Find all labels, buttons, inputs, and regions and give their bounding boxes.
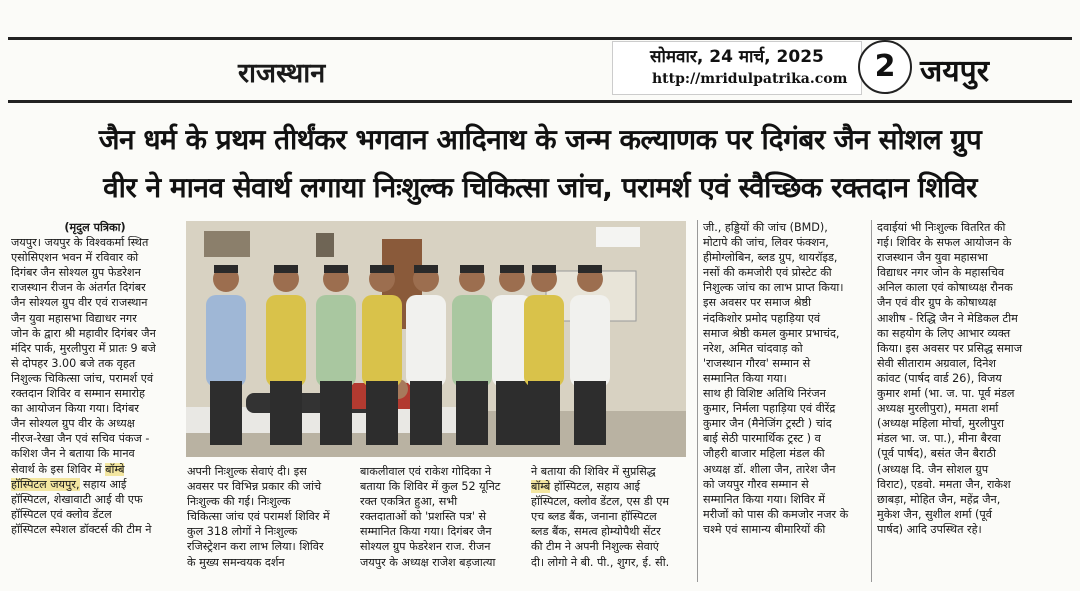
column-1-line: सेवार्थ के इस शिविर में बॉम्बे <box>11 462 125 476</box>
column-3-line: को जयपुर गौरव सम्मान से <box>703 477 809 491</box>
bottom-column-1-line: कुल 318 लोगों ने निःशुल्क <box>187 525 298 539</box>
person-hair <box>324 265 348 273</box>
person-hair <box>532 265 556 273</box>
column-4-line: अनिल काला एवं कोषाध्यक्ष रौनक <box>877 281 1013 295</box>
column-1-line: एसोसिएशन भवन में रविवार को <box>11 251 139 265</box>
bottom-column-1-line: के मुख्य समन्वयक दर्शन <box>187 555 285 569</box>
bottom-column-3-line: ब्लड बैंक, समत्व होम्योपैथी सेंटर <box>531 525 661 539</box>
person-shirt <box>406 295 446 387</box>
bottom-column-3-line: की टीम ने अपनी निशुल्क सेवाएं <box>531 540 659 554</box>
person-trousers <box>574 381 606 445</box>
bottom-column-1-line: चिकित्सा जांच एवं परामर्श शिविर में <box>187 510 330 524</box>
bottom-column-1-line: अवसर पर विभिन्न प्रकार की जांचे <box>187 480 322 494</box>
bottom-column-3-line: बॉम्बे हॉस्पिटल, सहाय आई <box>531 480 641 494</box>
person-hair <box>414 265 438 273</box>
column-3-line: कुमार, निर्मला पहाड़िया एवं वीरेंद्र <box>703 402 836 416</box>
person-trousers <box>410 381 442 445</box>
column-divider <box>871 220 872 582</box>
person-hair <box>460 265 484 273</box>
column-4-line: छाबड़ा, मोहित जैन, महेंद्र जैन, <box>877 492 1001 506</box>
column-1-line: नीरज-रेखा जैन एवं सचिव पंकज - <box>11 432 150 446</box>
column-4-line: आशीष - रिद्धि जैन ने मेडिकल टीम <box>877 311 1018 325</box>
edition-city: जयपुर <box>920 54 989 89</box>
masthead <box>0 37 1080 105</box>
column-4-line: किया। इस अवसर पर प्रसिद्ध समाज <box>877 341 1023 355</box>
person-shirt <box>452 295 492 387</box>
person-trousers <box>210 381 242 445</box>
column-3-line: समाज श्रेष्ठी कमल कुमार प्रभाचंद, <box>703 326 840 340</box>
event-photo <box>186 221 686 457</box>
column-1-line: जयपुर। जयपुर के विश्वकर्मा स्थित <box>11 236 149 250</box>
column-1-line: जैन युवा महासभा विद्याधर नगर <box>11 311 137 325</box>
column-3-line: नरेश, अमित चांदवाड़ को <box>703 341 803 355</box>
column-4-line: विद्याधर नगर जोन के महासचिव <box>877 266 1005 280</box>
column-3-line: नंदकिशोर प्रमोद पहाड़िया एवं <box>703 311 821 325</box>
column-3-line: सम्मानित किया गया। <box>703 371 787 385</box>
column-1-line: रक्तदान शिविर व सम्मान समारोह <box>11 387 145 401</box>
person-trousers <box>366 381 398 445</box>
person-shirt <box>570 295 610 387</box>
headline-line-2: वीर ने मानव सेवार्थ लगाया निःशुल्क चिकित्सा जांच, परामर्श एवं स्वैच्छिक रक्तदान शिविर <box>103 171 977 204</box>
bottom-column-2-line: सम्मानित किया गया। दिगंबर जैन <box>360 525 492 539</box>
column-4-line: जैन एवं वीर ग्रुप के कोषाध्यक्ष <box>877 296 997 310</box>
person-trousers <box>320 381 352 445</box>
bottom-column-1-line: रजिस्ट्रेशन करा लाभ लिया। शिविर <box>187 540 324 554</box>
column-1-line: जोन के द्वारा श्री महावीर दिगंबर जैन <box>11 326 156 340</box>
person-trousers <box>496 381 528 445</box>
column-1-line: से दोपहर 3.00 बजे तक वृहत <box>11 356 136 370</box>
person-hair <box>370 265 394 273</box>
column-4-line: कुमार शर्मा (भा. ज. पा. पूर्व मंडल <box>877 387 1015 401</box>
article-bottom-column-2 <box>360 464 526 570</box>
masthead-top-rule <box>8 37 1072 40</box>
person-shirt <box>316 295 356 387</box>
column-1-line: दिगंबर जैन सोश्यल ग्रुप फेडरेशन <box>11 266 141 280</box>
bottom-column-2-line: रक्तदाताओं को 'प्रशस्ति पत्र' से <box>360 510 487 524</box>
column-4-line: का सहयोग के लिए आभार व्यक्त <box>877 326 1011 340</box>
column-4-line: (पूर्व पार्षद), बसंत जैन बैराठी <box>877 447 996 461</box>
headline-line-1: जैन धर्म के प्रथम तीर्थंकर भगवान आदिनाथ के जन्म कल्याणक पर दिगंबर जैन सोशल ग्रुप <box>98 123 982 156</box>
bottom-column-2-line: रक्त एकत्रित हुआ, सभी <box>360 495 458 509</box>
column-4-line: (अध्यक्ष महिला मोर्चा, मुरलीपुरा <box>877 417 1005 431</box>
wall-frame <box>204 231 250 257</box>
column-4-line: गई। शिविर के सफल आयोजन के <box>877 236 1012 250</box>
masthead-bottom-rule <box>8 100 1072 103</box>
column-1-line: कशिश जैन ने बताया कि मानव <box>11 447 135 461</box>
column-1-line: हॉस्पिटल स्पेशल डॉक्टर्स की टीम ने <box>11 522 152 536</box>
article-bottom-column-1 <box>187 464 353 570</box>
column-3-line: सम्मानित किया गया। शिविर में <box>703 492 825 506</box>
website-url[interactable]: http://mridulpatrika.com <box>652 71 848 87</box>
column-3-line: अध्यक्ष डॉ. शीला जैन, तारेश जैन <box>703 462 836 476</box>
column-3-line: मरीजों को पास की कमजोर नजर के <box>703 507 849 521</box>
article-column-1 <box>11 220 179 537</box>
person-shirt <box>362 295 402 387</box>
bottom-column-3-line: ने बताया की शिविर में सुप्रसिद्ध <box>531 465 656 478</box>
column-1-line: निशुल्क चिकित्सा जांच, परामर्श एवं <box>11 371 154 385</box>
person-hair <box>578 265 602 273</box>
wall-frame <box>316 233 334 257</box>
bottom-column-1-line: निःशुल्क की गई। निःशुल्क <box>187 495 291 509</box>
column-3-line: नसों की कमजोरी एवं प्रोस्टेट की <box>703 266 832 280</box>
page-number: 2 <box>858 40 912 94</box>
column-1-line: राजस्थान रीजन के अंतर्गत दिगंबर <box>11 281 146 295</box>
column-divider <box>697 220 698 582</box>
bottom-column-2-line: बाकलीवाल एवं राकेश गोदिका ने <box>360 465 492 478</box>
column-3-line: इस अवसर पर समाज श्रेष्ठी <box>703 296 811 310</box>
person-hair <box>274 265 298 273</box>
column-4-line: अध्यक्ष मुरलीपुरा), ममता शर्मा <box>877 402 999 416</box>
column-4-line: (अध्यक्ष दि. जैन सोशल ग्रुप <box>877 462 989 476</box>
section-title: राजस्थान <box>238 58 326 89</box>
byline: (मृदुल पत्रिका) <box>64 221 126 234</box>
column-3-line: हीमोग्लोबिन, ब्लड ग्रुप, थायरॉइड, <box>703 251 838 265</box>
column-1-line: मंदिर पार्क, मुरलीपुरा में प्रातः 9 बजे <box>11 341 156 355</box>
column-1-line: जैन सोश्यल ग्रुप वीर एवं राजस्थान <box>11 296 148 310</box>
column-4-line: विराट), एडवो. ममता जैन, राकेश <box>877 477 1011 491</box>
article-bottom-column-3 <box>531 464 697 570</box>
bottom-column-1-line: अपनी निःशुल्क सेवाएं दी। इस <box>187 465 307 478</box>
column-3-line: चश्मे एवं सामान्य बीमारियों की <box>703 522 826 536</box>
column-3-line: 'राजस्थान गौरव' सम्मान से <box>703 356 811 370</box>
column-4-line: सेवी सीताराम अग्रवाल, दिनेश <box>877 356 997 370</box>
column-4-line: राजस्थान जैन युवा महासभा <box>877 251 988 265</box>
column-1-line: हॉस्पिटल एवं क्लोव डेंटल <box>11 507 112 521</box>
person-hair <box>214 265 238 273</box>
column-3-line: कुमार जैन (मैनेजिंग ट्रस्टी ) चांद <box>703 417 832 431</box>
article-column-3 <box>703 220 869 537</box>
issue-date: सोमवार, 24 मार्च, 2025 <box>650 47 824 67</box>
person-hair <box>500 265 524 273</box>
column-1-line: हॉस्पिटल जयपुर, सहाय आई <box>11 477 127 491</box>
bottom-column-2-line: बताया कि शिविर में कुल 52 यूनिट <box>360 480 501 494</box>
bottom-column-3-line: दी। लोगो ने बी. पी., शुगर, ई. सी. <box>531 555 670 569</box>
air-conditioner <box>596 227 640 247</box>
column-4-line: मुकेश जैन, सुशील शर्मा (पूर्व <box>877 507 992 521</box>
person-shirt <box>206 295 246 387</box>
column-3-line: बाई सेठी पारमार्थिक ट्रस्ट ) व <box>703 432 821 446</box>
column-4-line: दवाईयां भी निःशुल्क वितरित की <box>877 221 1006 234</box>
person-trousers <box>528 381 560 445</box>
article-column-4 <box>877 220 1071 537</box>
column-3-line: जी., हड्डियों की जांच (BMD), <box>703 221 828 234</box>
column-3-line: साथ ही विशिष्ट अतिथि निरंजन <box>703 387 826 401</box>
bottom-column-3-line: हॉस्पिटल, क्लोव डेंटल, एस डी एम <box>531 495 670 509</box>
column-4-line: पार्षद) आदि उपस्थित रहे। <box>877 522 982 536</box>
column-1-text <box>11 235 179 537</box>
column-1-line: जैन सोश्यल ग्रुप वीर के अध्यक्ष <box>11 417 135 431</box>
column-1-line: हॉस्पिटल, शेखावाटी आई वी एफ <box>11 492 143 506</box>
column-3-line: मोटापे की जांच, लिवर फंक्शन, <box>703 236 829 250</box>
person-shirt <box>524 295 564 387</box>
bottom-column-2-line: जयपुर के अध्यक्ष राजेश बड़जात्या <box>360 555 496 569</box>
column-1-line: का आयोजन किया गया। दिगंबर <box>11 402 139 416</box>
person-trousers <box>270 381 302 445</box>
bottom-column-2-line: सोश्यल ग्रुप फेडरेशन राज. रीजन <box>360 540 491 554</box>
column-4-line: मंडल भा. ज. पा.), मीना बैरवा <box>877 432 1001 446</box>
event-photo-image <box>186 221 686 457</box>
person-trousers <box>456 381 488 445</box>
column-3-line: जौहरी बाजार महिला मंडल की <box>703 447 825 461</box>
column-3-line: निशुल्क जांच का लाभ प्राप्त किया। <box>703 281 844 295</box>
bottom-column-3-line: एच ब्लड बैंक, जनाना हॉस्पिटल <box>531 510 657 524</box>
column-4-line: कांवट (पार्षद वार्ड 26), विजय <box>877 371 1002 385</box>
person-shirt <box>266 295 306 387</box>
